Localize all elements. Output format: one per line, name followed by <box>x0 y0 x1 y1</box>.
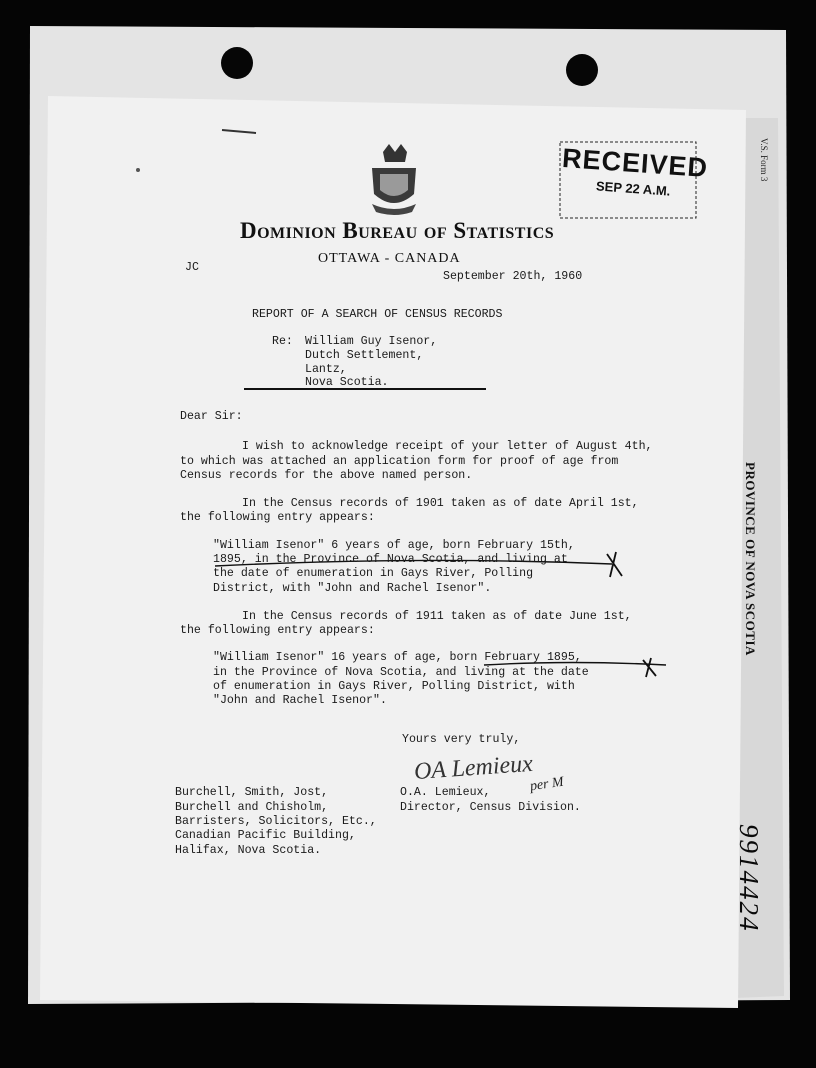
speck <box>136 168 140 172</box>
addressee-line: Halifax, Nova Scotia. <box>175 844 322 857</box>
letterhead-title: Dominion Bureau of Statistics <box>240 218 555 243</box>
body-line: "John and Rachel Isenor". <box>213 694 387 707</box>
addressee-line: Burchell, Smith, Jost, <box>175 786 329 799</box>
re-line: Dutch Settlement, <box>305 349 424 362</box>
signatory-name: O.A. Lemieux, <box>400 786 491 799</box>
received-stamp-date: SEP 22 A.M. <box>595 178 671 199</box>
re-line: Lantz, <box>305 363 347 376</box>
body-line: In the Census records of 1911 taken as of date June 1st, <box>242 610 632 623</box>
body-line: 1895, in the Province of Nova Scotia, and living at <box>213 553 568 566</box>
addressee-line: Barristers, Solicitors, Etc., <box>175 815 377 828</box>
body-line: in the Province of Nova Scotia, and living at the date <box>213 666 589 679</box>
binder-hole-left <box>221 47 253 79</box>
registration-number: 9914424 <box>734 824 764 933</box>
closing: Yours very truly, <box>402 733 521 746</box>
binder-hole-right <box>566 54 598 86</box>
body-line: I wish to acknowledge receipt of your letter of August 4th, <box>242 440 653 453</box>
province-label: PROVINCE OF NOVA SCOTIA <box>743 462 758 656</box>
letter-date: September 20th, 1960 <box>443 270 583 283</box>
body-line: District, with "John and Rachel Isenor". <box>213 582 492 595</box>
form-code-label: V.S. Form 3 <box>759 138 769 182</box>
signatory-title: Director, Census Division. <box>400 801 581 814</box>
body-line: "William Isenor" 6 years of age, born February 15th, <box>213 539 575 552</box>
addressee-line: Burchell and Chisholm, <box>175 801 329 814</box>
initials: JC <box>185 261 199 274</box>
re-label: Re: <box>272 335 293 348</box>
received-stamp-text: RECEIVED <box>561 142 709 184</box>
body-line: In the Census records of 1901 taken as of date April 1st, <box>242 497 639 510</box>
body-line: the following entry appears: <box>180 511 375 524</box>
letterhead-location: OTTAWA - CANADA <box>318 251 461 266</box>
body-line: the date of enumeration in Gays River, Polling <box>213 567 534 580</box>
report-title: REPORT OF A SEARCH OF CENSUS RECORDS <box>252 308 503 321</box>
body-line: to which was attached an application form for proof of age from <box>180 455 619 468</box>
body-line: of enumeration in Gays River, Polling District, with <box>213 680 575 693</box>
addressee-line: Canadian Pacific Building, <box>175 829 356 842</box>
re-line: William Guy Isenor, <box>305 335 438 348</box>
handwritten-signature: OA Lemieux <box>413 750 534 786</box>
salutation: Dear Sir: <box>180 410 243 423</box>
body-line: the following entry appears: <box>180 624 375 637</box>
body-line: "William Isenor" 16 years of age, born February 1895, <box>213 651 582 664</box>
handwritten-per-mark: per M <box>529 774 565 795</box>
body-line: Census records for the above named person. <box>180 469 473 482</box>
re-line: Nova Scotia. <box>305 376 389 389</box>
